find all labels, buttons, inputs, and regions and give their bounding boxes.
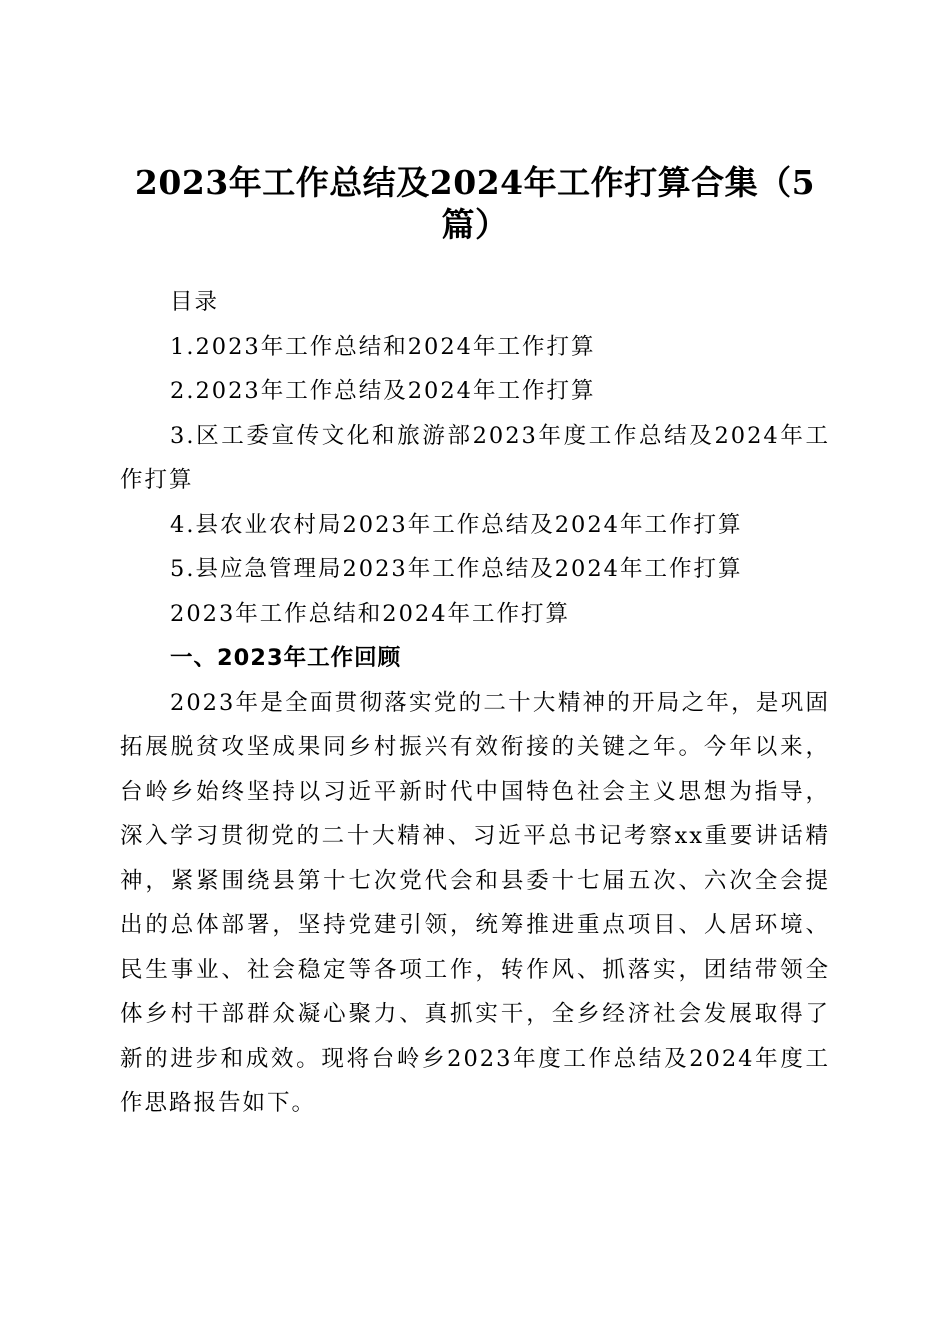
toc-item-3: 3.区工委宣传文化和旅游部2023年度工作总结及2024年工作打算 [120,422,830,493]
section-heading: 一、2023年工作回顾 [170,645,402,671]
toc-label: 目录 [170,289,220,315]
toc-item-2: 2.2023年工作总结及2024年工作打算 [170,378,596,404]
paragraph-1: 2023年是全面贯彻落实党的二十大精神的开局之年，是巩固拓展脱贫攻坚成果同乡村振兴有效衔接的关键之年。今年以来，台岭乡始终坚持以习近平新时代中国特色社会主义思想为指导，深入学习贯彻党的二十大精神、习近平总书记考察xx重要讲话精神，紧紧围绕县第十七次党代会和县委十七届五次、六次全会提出的总体部署，坚持党建引领，统筹推进重点项目、人居环境、民生事业、社会稳定等各项工作，转作风、抓落实，团结带领全体乡村干部群众凝心聚力、真抓实干，全乡经济社会发展取得了新的进步和成效。现将台岭乡2023年度工作总结及2024年度工作思路报告如下。 [120,689,830,1116]
article-title: 2023年工作总结和2024年工作打算 [170,600,571,627]
document-title: 2023年工作总结及2024年工作打算合集（5篇） [134,163,816,245]
toc-item-4: 4.县农业农村局2023年工作总结及2024年工作打算 [170,511,743,538]
toc-item-1: 1.2023年工作总结和2024年工作打算 [170,333,596,360]
toc-item-5: 5.县应急管理局2023年工作总结及2024年工作打算 [170,556,743,582]
document-body [120,280,830,1126]
